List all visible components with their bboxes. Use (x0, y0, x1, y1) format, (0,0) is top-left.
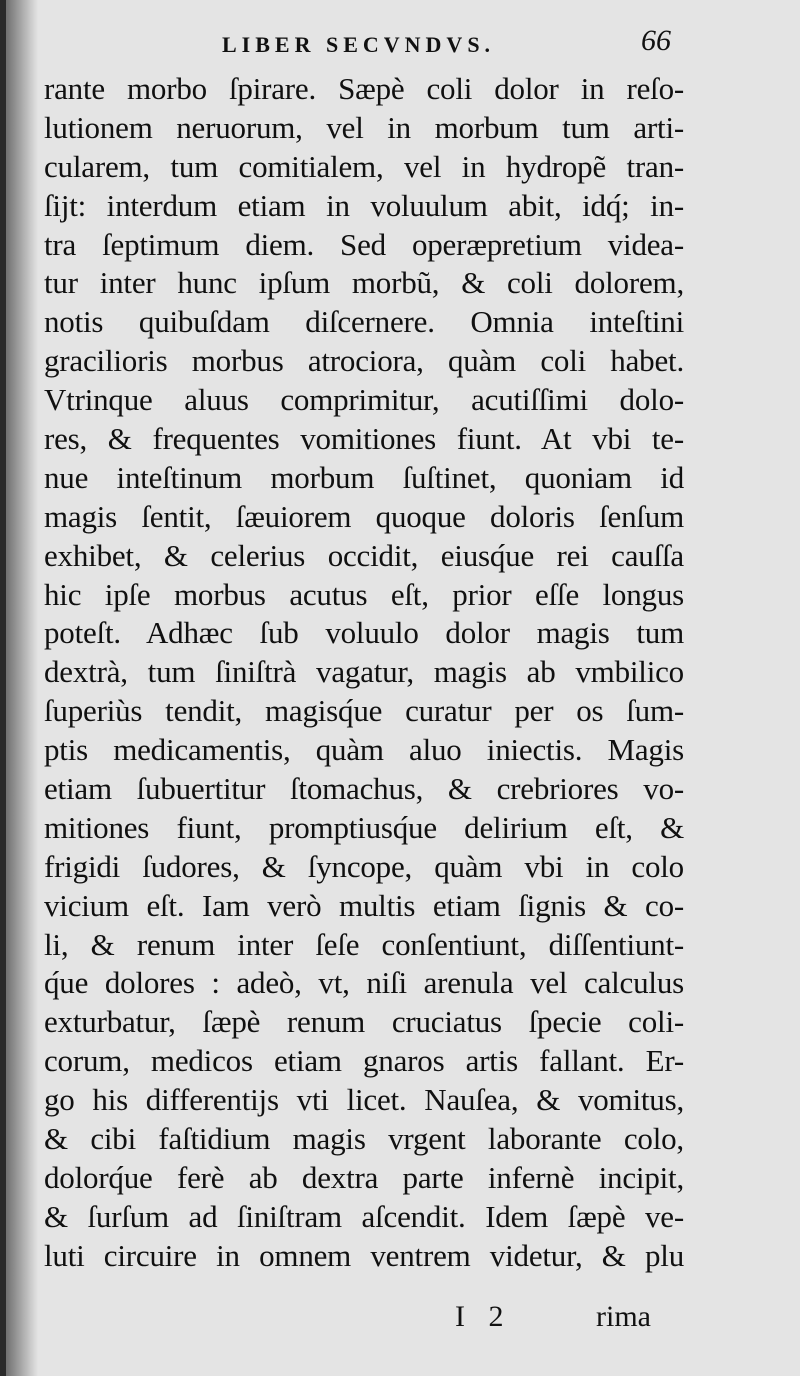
text-line: ſuperiùs tendit, magisq́ue curatur per os ſum- (44, 693, 684, 729)
text-line: frigidi ſudores, & ſyncope, quàm vbi in colo (44, 848, 684, 884)
text-line: gracilioris morbus atrociora, quàm coli habet. (44, 343, 684, 379)
text-line: nue inteſtinum morbum ſuſtinet, quoniam id (44, 459, 684, 495)
text-line: ſijt: interdum etiam in voluulum abit, idq́; in- (44, 187, 684, 223)
text-line: vicium eſt. Iam verò multis etiam ſignis & co- (44, 887, 684, 923)
text-line: mitiones fiunt, promptiusq́ue delirium eſt, & (44, 809, 684, 845)
text-line: q́ue dolores : adeò, vt, niſi arenula vel calculus (44, 965, 684, 1001)
gutter-edge (0, 0, 6, 1376)
text-line: Vtrinque aluus comprimitur, acutiſſimi dolo- (44, 382, 684, 418)
signature-mark: I 2 (455, 1300, 512, 1333)
text-line: ptis medicamentis, quàm aluo iniectis. Magis (44, 732, 684, 768)
text-line: rante morbo ſpirare. Sæpè coli dolor in reſo- (44, 71, 684, 106)
text-line: poteſt. Adhæc ſub voluulo dolor magis tum (44, 615, 684, 651)
text-line: corum, medicos etiam gnaros artis fallant. Er- (44, 1043, 684, 1079)
text-line: dolorq́ue ferè ab dextra parte infernè incipit, (44, 1159, 684, 1195)
text-line: & ſurſum ad ſiniſtram aſcendit. Idem ſæpè ve- (44, 1198, 684, 1234)
catchword: rima (596, 1300, 651, 1333)
text-line: exturbatur, ſæpè renum cruciatus ſpecie coli- (44, 1004, 684, 1040)
page-footer (0, 1300, 800, 1340)
running-title: LIBER SECVNDVS. (222, 32, 496, 57)
text-line: etiam ſubuertitur ſtomachus, & crebriores vo- (44, 771, 684, 807)
text-line: dextrà, tum ſiniſtrà vagatur, magis ab vmbilico (44, 654, 684, 690)
text-line: go his differentijs vti licet. Nauſea, & vomitus, (44, 1082, 684, 1118)
text-line: luti circuire in omnem ventrem videtur, & plu (44, 1237, 684, 1273)
text-block (44, 70, 684, 1276)
text-line: tra ſeptimum diem. Sed operæpretium videa- (44, 226, 684, 262)
page-header (0, 24, 800, 64)
text-line: lutionem neruorum, vel in morbum tum arti- (44, 109, 684, 145)
text-line: exhibet, & celerius occidit, eiusq́ue rei cauſſa (44, 537, 684, 573)
text-line: & cibi faſtidium magis vrgent laborante colo, (44, 1121, 684, 1157)
folio-number: 66 (641, 24, 671, 57)
text-line: res, & frequentes vomitiones fiunt. At vbi te- (44, 421, 684, 457)
text-line: notis quibuſdam diſcernere. Omnia inteſtini (44, 304, 684, 340)
text-line: tur inter hunc ipſum morbũ, & coli dolorem, (44, 265, 684, 301)
text-line: hic ipſe morbus acutus eſt, prior eſſe longus (44, 576, 684, 612)
text-line: cularem, tum comitialem, vel in hydropẽ tran- (44, 148, 684, 184)
text-line: magis ſentit, ſæuiorem quoque doloris ſenſum (44, 498, 684, 534)
text-line: li, & renum inter ſeſe conſentiunt, diſſentiunt- (44, 926, 684, 962)
